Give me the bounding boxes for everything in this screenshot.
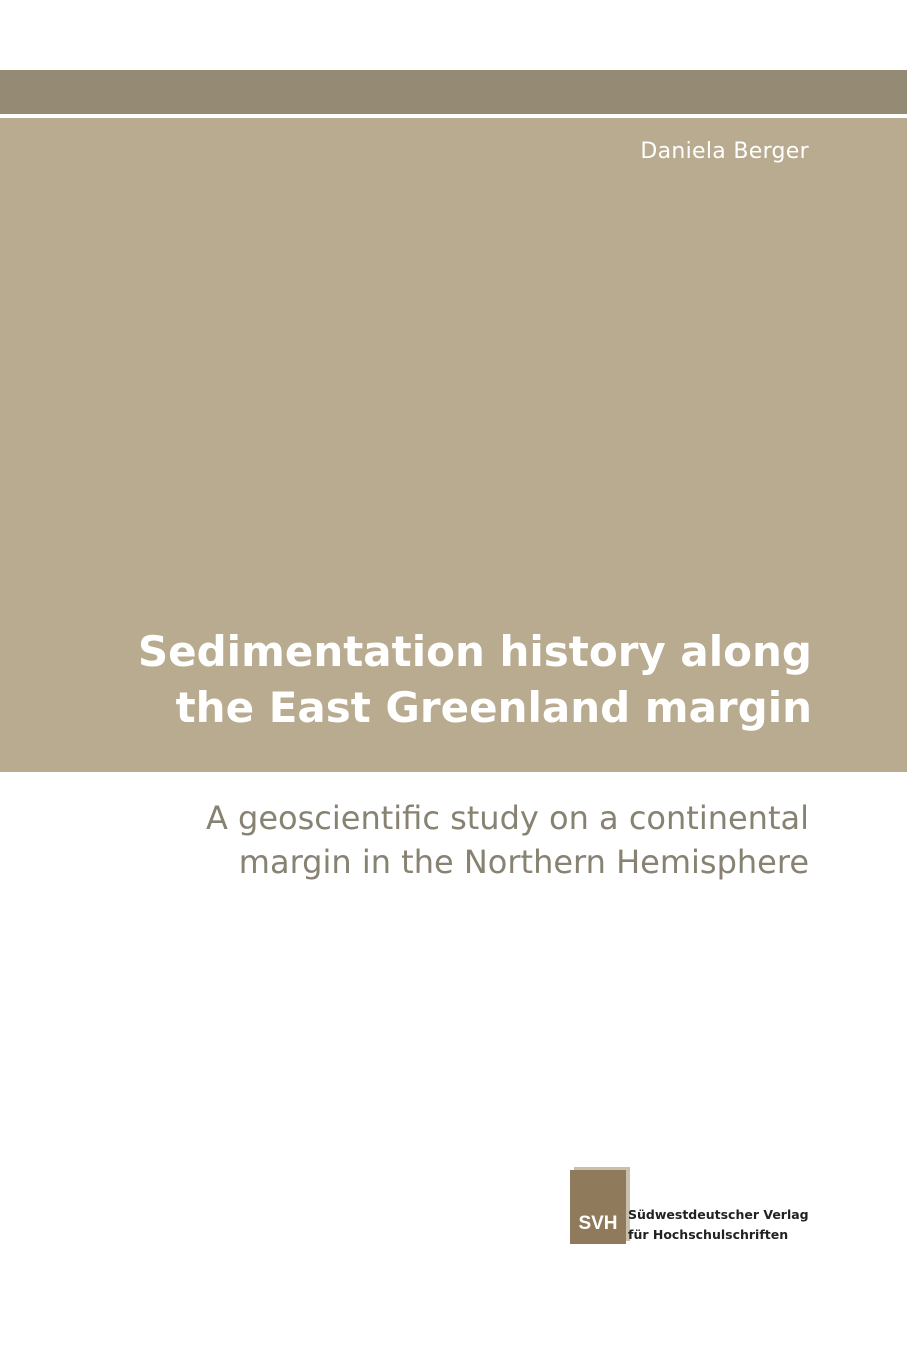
book-title-line-2: the East Greenland margin (175, 683, 812, 732)
publisher-block (568, 1165, 828, 1255)
publisher-name (628, 1205, 809, 1245)
author-name: Daniela Berger (640, 139, 809, 164)
svh-logo-text: SVH (578, 1213, 618, 1234)
book-title-line-1: Sedimentation history along (137, 627, 812, 676)
publisher-name-line-1: Südwestdeutscher Verlag (628, 1207, 809, 1222)
publisher-name-line-2: für Hochschulschriften (628, 1227, 789, 1242)
book-subtitle-line-1: A geoscientific study on a continental (205, 799, 809, 837)
top-color-strip (0, 70, 907, 114)
svh-logo (568, 1165, 630, 1245)
book-title (32, 624, 812, 736)
book-subtitle (49, 796, 809, 884)
book-subtitle-line-2: margin in the Northern Hemisphere (238, 843, 809, 881)
